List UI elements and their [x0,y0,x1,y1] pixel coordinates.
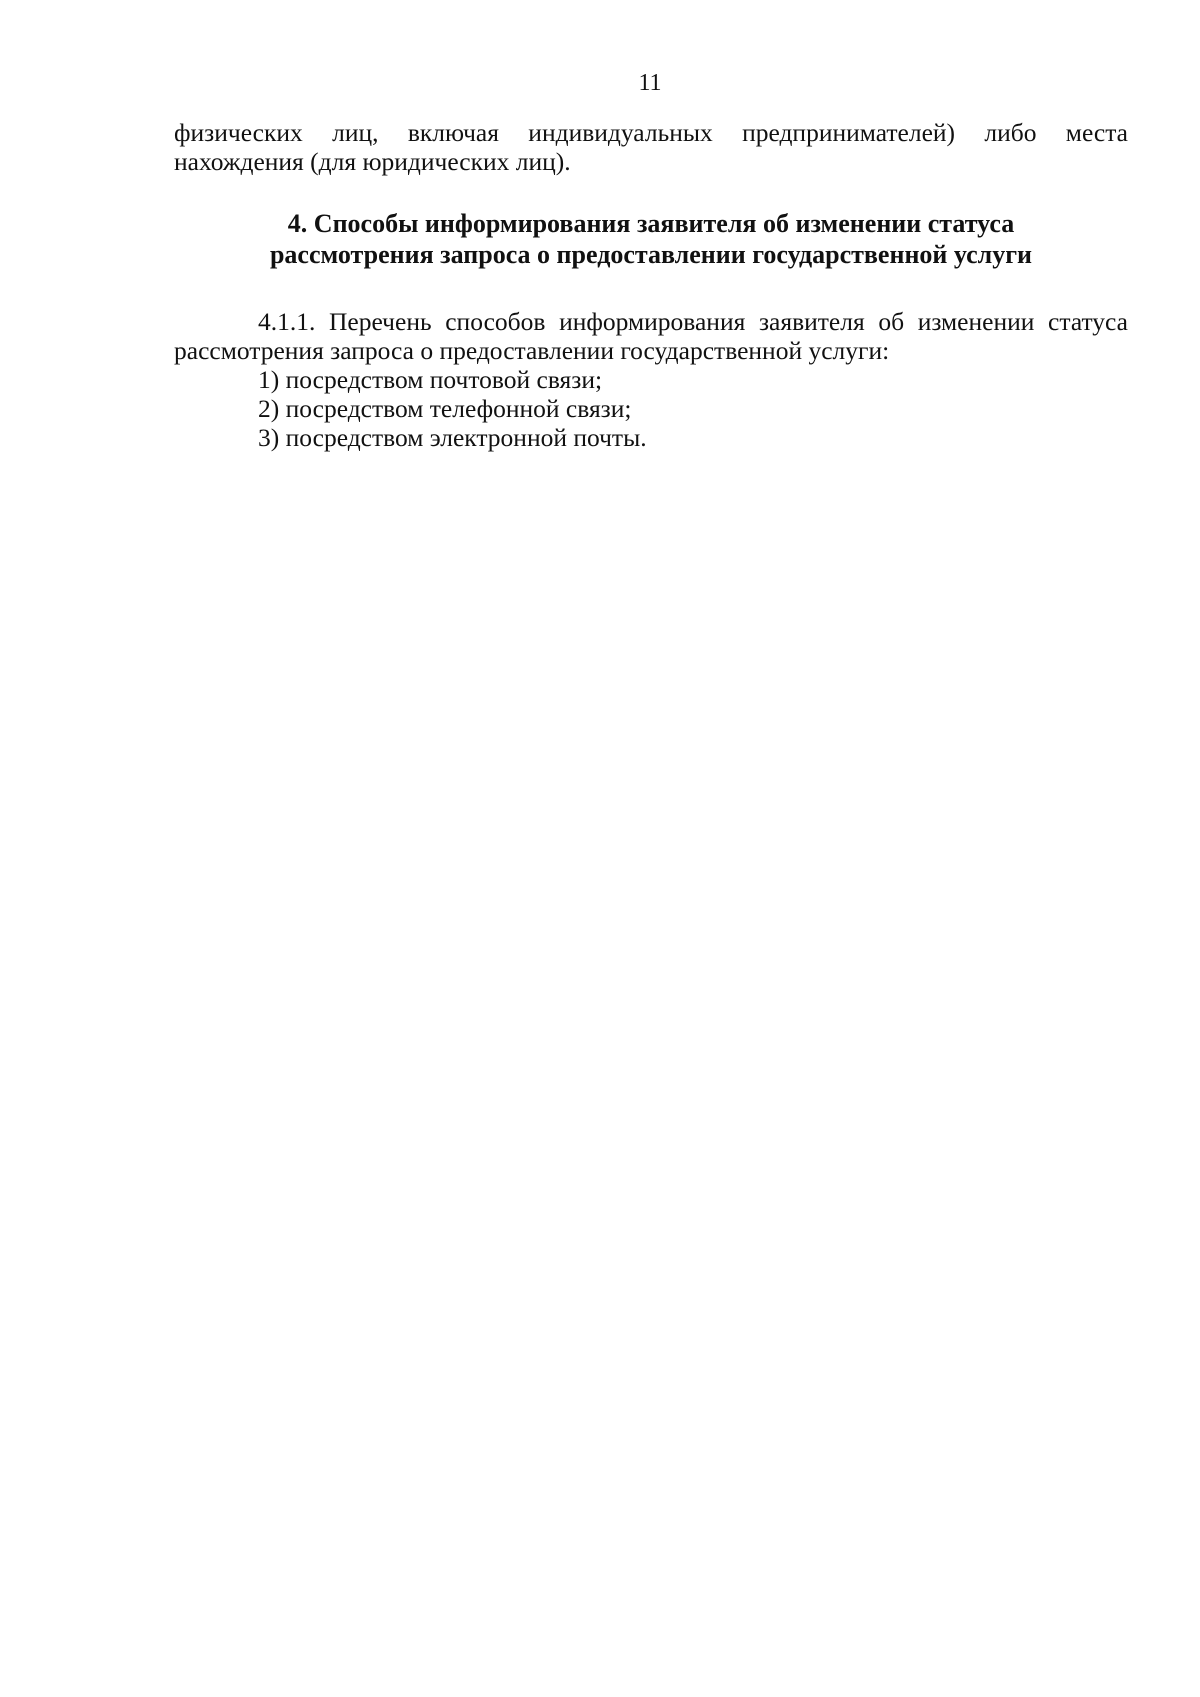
methods-paragraph [174,307,1128,452]
intro-line-1: физических лиц, включая индивидуальных предпринимателей) либо места [174,118,1128,147]
intro-paragraph [174,118,1128,176]
list-item: 2) посредством телефонной связи; [258,394,632,423]
intro-line-2: нахождения (для юридических лиц). [174,147,571,176]
page-number: 11 [638,70,662,96]
methods-line-1: 4.1.1. Перечень способов информирования заявителя об изменении статуса [258,307,1128,336]
methods-list [174,365,1128,452]
section-heading-line-2: рассмотрения запроса о предоставлении государственной услуги [269,240,1033,269]
list-item: 1) посредством почтовой связи; [258,365,603,394]
section-heading [174,208,1128,270]
methods-line-2: рассмотрения запроса о предоставлении государственной услуги: [174,336,890,365]
section-heading-line-1: 4. Способы информирования заявителя об изменении статуса [287,209,1015,238]
list-item: 3) посредством электронной почты. [258,423,647,452]
